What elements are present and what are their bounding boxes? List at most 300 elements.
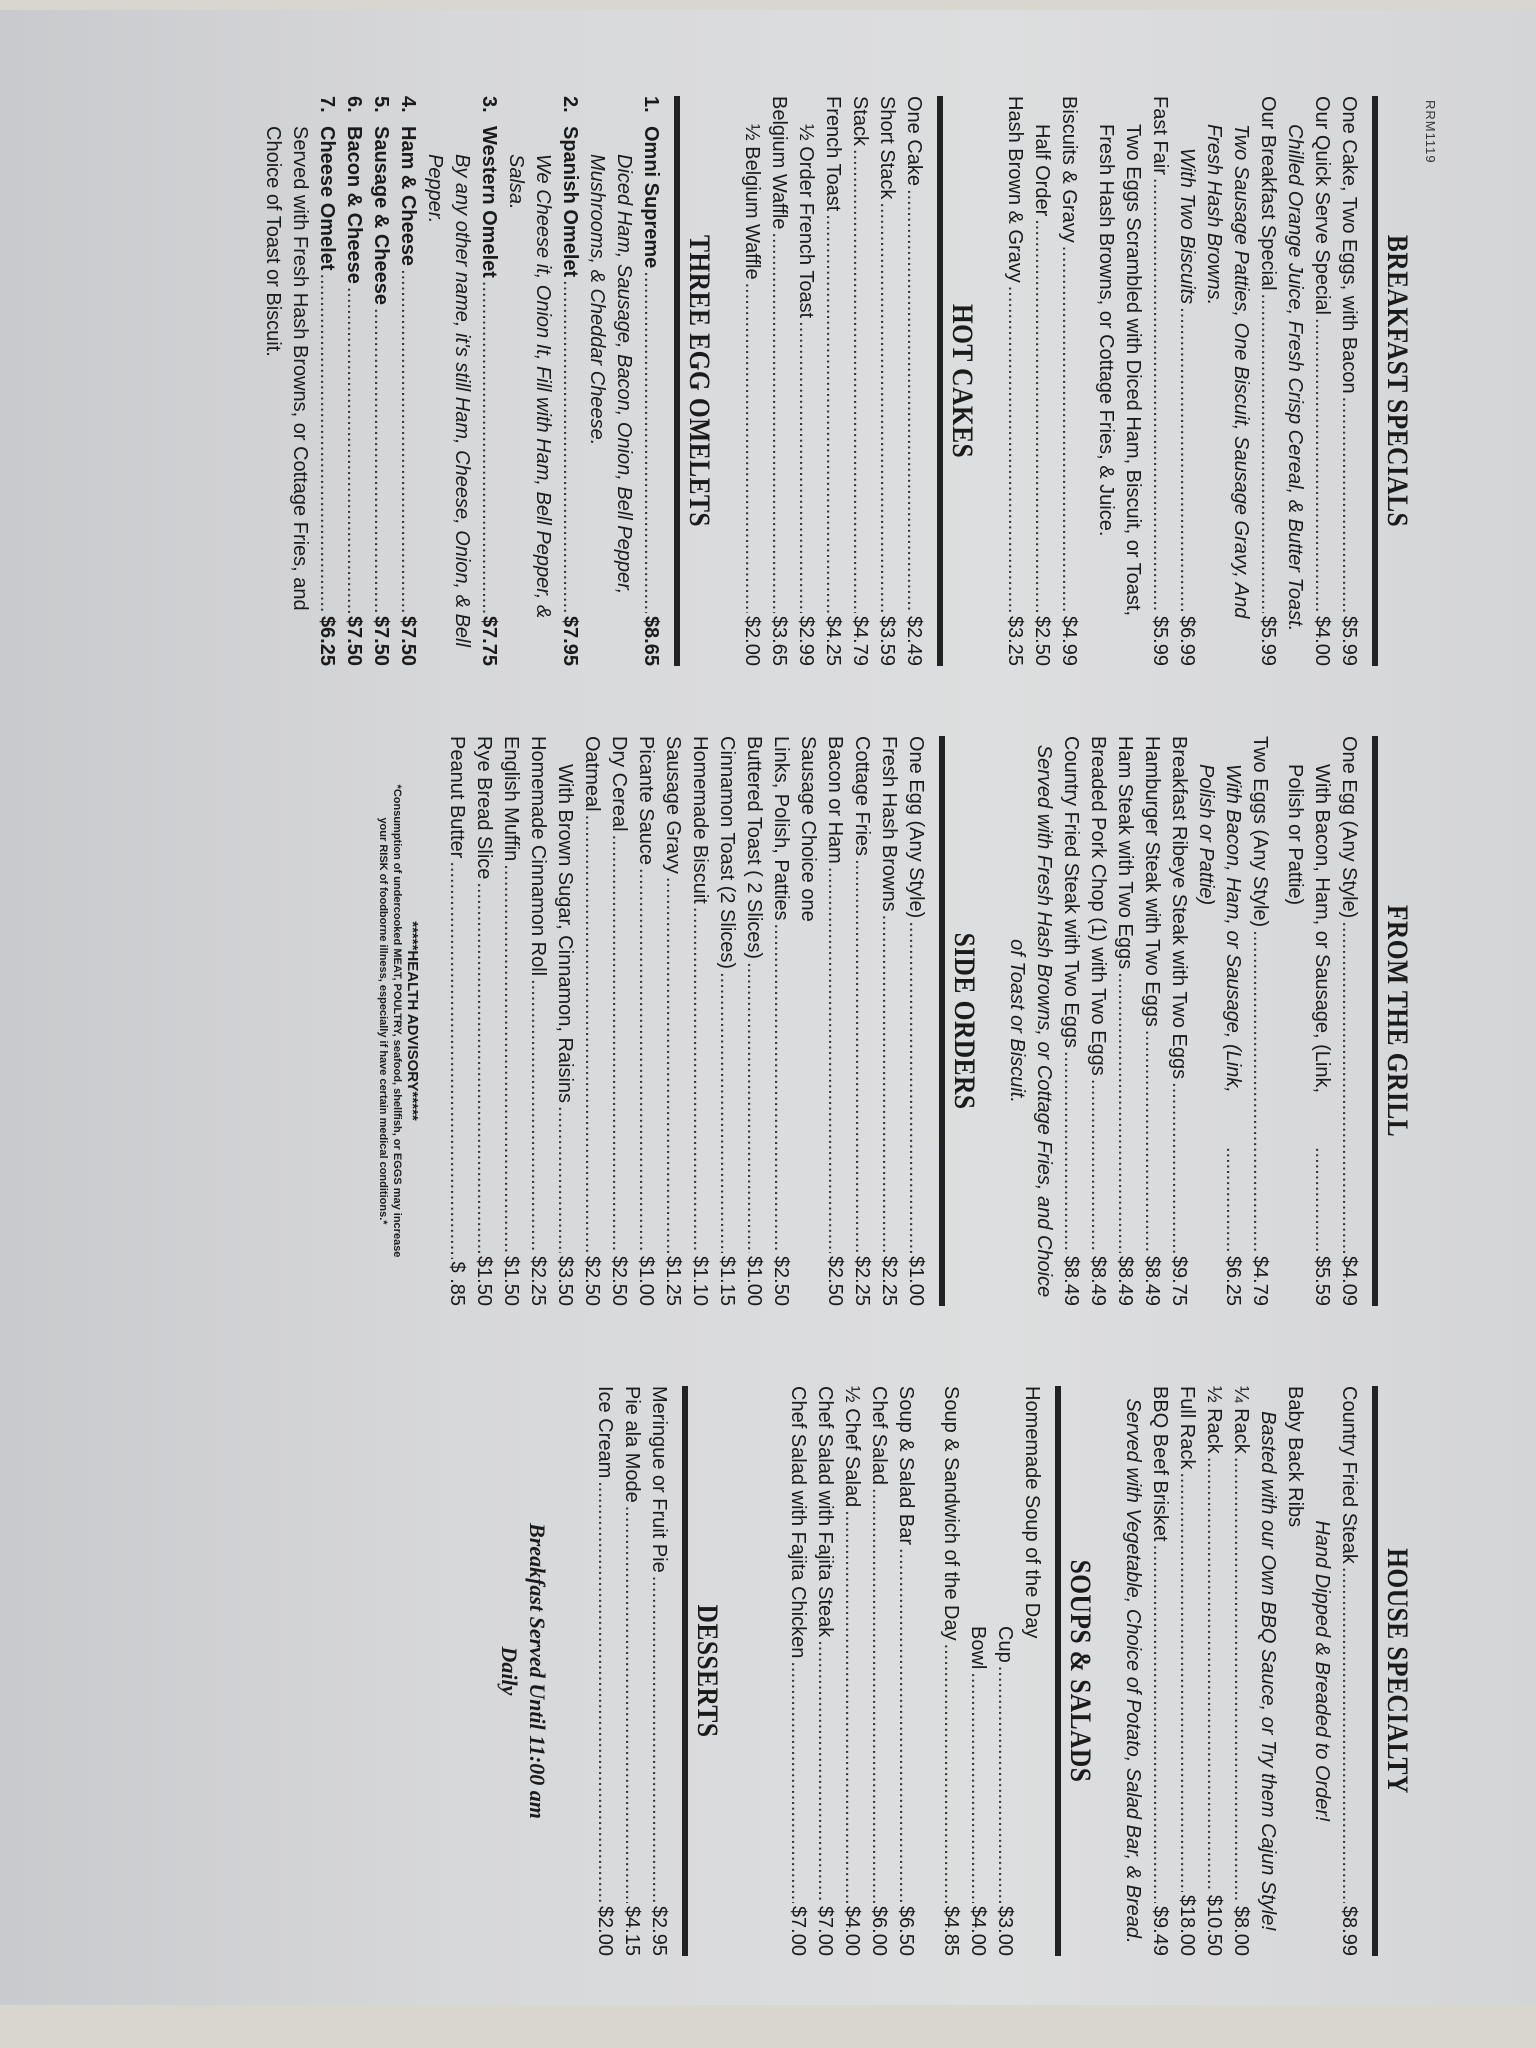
section-title: FROM THE GRILL (1381, 904, 1414, 1138)
item-number: 5. (370, 96, 392, 113)
menu-item (659, 736, 686, 1306)
item-price: $7.00 (814, 1905, 836, 1956)
leader-dots (1005, 286, 1028, 613)
menu-item (892, 1386, 919, 1956)
item-name: Cottage Fries (851, 736, 873, 857)
desserts-section (591, 1386, 724, 1956)
section-title: BREAKFAST SPECIALS (1381, 234, 1414, 528)
item-name: Our Quick Serve Special (1311, 96, 1333, 315)
item-price: $1.00 (743, 1255, 765, 1306)
menu-item (1246, 736, 1273, 1306)
item-price: $1.15 (716, 1255, 738, 1306)
item-name: With Two Biscuits (1176, 148, 1198, 305)
item-price: $7.00 (787, 1905, 809, 1956)
item-name: Homemade Cinnamon Roll (527, 736, 549, 977)
item-price: $9.49 (1149, 1905, 1171, 1956)
item-name: Baby Back Ribs (1284, 1386, 1306, 1528)
item-price: $1.25 (662, 1255, 684, 1306)
leader-dots (796, 321, 819, 613)
menu-item (713, 736, 740, 1306)
breakfast-hours-notice (495, 1386, 551, 1956)
menu-item (583, 96, 664, 666)
item-name: Bacon & Cheese (343, 126, 365, 284)
leader-dots (317, 274, 340, 613)
item-name: Pie ala Mode (621, 1386, 643, 1503)
menu-item (1173, 96, 1200, 666)
item-price: $5.99 (1149, 615, 1171, 666)
leader-dots (815, 1640, 838, 1903)
section-rule (682, 1386, 688, 1956)
item-number: 3. (478, 96, 500, 113)
item-price: $2.50 (581, 1255, 603, 1306)
menu-item (846, 96, 873, 666)
house-specialty-section (1119, 1386, 1414, 1956)
leader-dots (609, 835, 632, 1253)
leader-dots (825, 867, 848, 1253)
leader-dots (842, 1510, 865, 1903)
menu-item (964, 1386, 991, 1956)
menu-item (1281, 736, 1335, 1306)
three-egg-omelets-section (259, 96, 716, 666)
menu-item (1200, 96, 1281, 666)
leader-dots (1088, 1079, 1111, 1253)
item-price: $9.75 (1168, 1255, 1190, 1306)
menu-item (578, 736, 605, 1306)
leader-dots (995, 1666, 1018, 1903)
leader-dots (636, 868, 659, 1253)
leader-dots (1204, 1457, 1227, 1892)
item-name: Breakfast Ribeye Steak with Two Eggs (1168, 736, 1190, 1080)
item-name: Country Fried Steak (1338, 1386, 1360, 1564)
item-price: $1.50 (473, 1255, 495, 1306)
health-advisory (376, 736, 421, 1306)
section-title: SIDE ORDERS (948, 932, 981, 1110)
item-name: Oatmeal (581, 736, 603, 812)
item-name: Full Rack (1176, 1386, 1198, 1470)
item-name: Buttered Toast ( 2 Slices) (743, 736, 765, 960)
item-name: Country Fried Steak with Two Eggs (1060, 736, 1082, 1048)
menu-item (1057, 736, 1084, 1306)
menu-item (367, 96, 394, 666)
item-price: $4.79 (849, 615, 871, 666)
item-number: 6. (343, 96, 365, 113)
leader-dots (501, 864, 524, 1253)
leader-dots (1142, 1030, 1165, 1253)
item-price: $6.25 (316, 615, 338, 666)
item-description: By any other name, it's still Ham, Cheese, Onion, & Bell Pepper. (424, 154, 473, 647)
item-price: $4.00 (967, 1905, 989, 1956)
menu-item (1335, 96, 1362, 666)
leader-dots (528, 979, 551, 1253)
menu-item (394, 96, 421, 666)
menu-item (1138, 736, 1165, 1306)
item-name: Rye Bread Slice (473, 736, 495, 880)
menu-item (902, 736, 929, 1306)
menu-item (524, 736, 551, 1306)
item-price: $3.25 (1004, 615, 1026, 666)
item-name: English Muffin (500, 736, 522, 862)
menu-item (1200, 1386, 1227, 1956)
leader-dots (1150, 178, 1173, 613)
item-price: $8.49 (1060, 1255, 1082, 1306)
item-name: Short Stack (876, 96, 898, 200)
item-price: $2.50 (770, 1255, 792, 1306)
menu-item (1146, 1386, 1173, 1956)
section-footnote: Served with Fresh Hash Browns, or Cottage Fries, and Choice of Toast or Biscuit. (1006, 744, 1055, 1298)
section-rule (674, 96, 680, 666)
leader-dots (1339, 1567, 1362, 1903)
item-name: Stack (849, 96, 871, 147)
item-price: $4.00 (1311, 615, 1333, 666)
menu-item (618, 1386, 645, 1956)
item-price: $2.25 (527, 1255, 549, 1306)
leader-dots (447, 861, 470, 1258)
menu-item (838, 1386, 865, 1956)
item-price: $8.49 (1114, 1255, 1136, 1306)
menu-item (740, 736, 767, 1306)
item-description: Hand Dipped & Breaded to Order! (1311, 1520, 1333, 1822)
leader-dots (1061, 1051, 1084, 1253)
item-name: Dry Cereal (608, 736, 630, 832)
item-price: $7.95 (559, 615, 581, 666)
menu-item (765, 96, 792, 666)
item-name: Homemade Soup of the Day (1021, 1386, 1043, 1639)
leader-dots (896, 1548, 919, 1903)
item-price: $2.49 (903, 615, 925, 666)
item-description: Chilled Orange Juice, Fresh Crisp Cereal, & Butter Toast. (1284, 124, 1306, 632)
section-footnote: Served with Fresh Hash Browns, or Cottage Fries, and Choice of Toast or Biscuit. (262, 126, 311, 611)
item-name: ¼ Rack (1230, 1386, 1252, 1454)
leader-dots (742, 283, 765, 613)
item-price: $8.49 (1141, 1255, 1163, 1306)
section-rule (1372, 1386, 1378, 1956)
item-number: 4. (397, 96, 419, 113)
menu-item (784, 1386, 811, 1956)
item-name: Two Eggs (Any Style) (1249, 736, 1271, 928)
item-price: $6.25 (1222, 1255, 1244, 1306)
leader-dots (1339, 921, 1362, 1253)
item-number: 7. (316, 96, 338, 113)
item-description: Diced Ham, Sausage, Bacon, Onion, Bell Pepper, Mushrooms, & Cheddar Cheese. (586, 154, 635, 595)
menu-item (551, 736, 578, 1306)
item-number: 2. (559, 96, 581, 113)
item-price: $2.00 (741, 615, 763, 666)
leader-dots (474, 882, 497, 1253)
item-name: Cinnamon Toast (2 Slices) (716, 736, 738, 970)
item-name: With Brown Sugar, Cinnamon, Raisins (554, 764, 576, 1104)
leader-dots (906, 921, 929, 1253)
item-price: $8.99 (1338, 1905, 1360, 1956)
leader-dots (595, 1481, 618, 1903)
item-number: 1. (640, 96, 662, 113)
item-name: Omni Supreme (640, 126, 662, 269)
item-price: $4.25 (822, 615, 844, 666)
item-name: BBQ Beef Brisket (1149, 1386, 1171, 1542)
section-title: SOUPS & SALADS (1064, 1559, 1097, 1783)
item-name: Peanut Butter (446, 736, 468, 859)
menu-item (313, 96, 340, 666)
menu-item (645, 1386, 672, 1956)
menu-item (1018, 1386, 1045, 1956)
menu-item (875, 736, 902, 1306)
menu-item (632, 736, 659, 1306)
leader-dots (479, 281, 502, 613)
item-price: $4.09 (1338, 1255, 1360, 1306)
item-price: $7.50 (343, 615, 365, 666)
menu-item (340, 96, 367, 666)
menu-item (1084, 736, 1111, 1306)
item-price: $3.00 (994, 1905, 1016, 1956)
menu-item (900, 96, 927, 666)
item-name: Soup & Sandwich of the Day (940, 1386, 962, 1641)
leader-dots (398, 269, 421, 613)
leader-dots (371, 308, 394, 613)
menu-item (1335, 736, 1362, 1306)
item-name: One Egg (Any Style) (905, 736, 927, 919)
item-price: $5.99 (1257, 615, 1279, 666)
item-name: Chef Salad with Fajita Chicken (787, 1386, 809, 1659)
item-price: $7.50 (397, 615, 419, 666)
item-price: $3.50 (554, 1255, 576, 1306)
leader-dots (1177, 1472, 1200, 1891)
leader-dots (649, 1576, 672, 1903)
leader-dots (1339, 397, 1362, 613)
leader-dots (877, 202, 900, 613)
leader-dots (344, 287, 367, 613)
menu-item (991, 1386, 1018, 1956)
item-price: $6.00 (868, 1905, 890, 1956)
soups-salads-section (784, 1386, 1097, 1956)
item-name: ½ Belgium Waffle (741, 124, 763, 280)
item-name: Sausage Gravy (662, 736, 684, 874)
leader-dots (788, 1661, 811, 1903)
item-name: Cup (994, 1626, 1016, 1663)
menu-item (865, 1386, 892, 1956)
menu-item (605, 736, 632, 1306)
menu-item (937, 1386, 964, 1956)
hot-cakes-section (738, 96, 979, 666)
item-price: $8.00 (1230, 1905, 1252, 1956)
breakfast-hours-line: Breakfast Served Until 11:00 am (525, 1523, 550, 1819)
menu-item (686, 736, 713, 1306)
item-name: Soup & Salad Bar (895, 1386, 917, 1545)
leader-dots (1312, 318, 1335, 613)
item-price: $3.59 (876, 615, 898, 666)
menu-item (811, 1386, 838, 1956)
leader-dots (1169, 1082, 1192, 1253)
menu-item (1281, 96, 1335, 666)
item-name: Ham Steak with Two Eggs (1114, 736, 1136, 970)
item-name: Ice Cream (594, 1386, 616, 1479)
item-name: Western Omelet (478, 126, 500, 278)
leader-dots (771, 924, 794, 1253)
leader-dots (1059, 246, 1082, 613)
section-rule (937, 96, 943, 666)
item-description: We Cheese it, Onion It, Fill with Ham, Bell Pepper, & Salsa. (505, 154, 554, 619)
item-price: $2.99 (795, 615, 817, 666)
menu-item (591, 1386, 618, 1956)
leader-dots (1312, 1147, 1335, 1253)
menu-item (1227, 1386, 1254, 1956)
leader-dots (1250, 930, 1273, 1253)
leader-dots (941, 1644, 964, 1903)
item-name: Fast Fair (1149, 96, 1171, 175)
item-price: $7.75 (478, 615, 500, 666)
item-price: $2.50 (824, 1255, 846, 1306)
menu-item (1173, 1386, 1200, 1956)
left-column (237, 96, 1418, 666)
item-name: Hash Brown & Gravy (1004, 96, 1026, 283)
middle-column (376, 736, 1418, 1306)
leader-dots (869, 1488, 892, 1903)
leader-dots (1032, 219, 1055, 613)
leader-dots (744, 962, 767, 1253)
menu-item (1001, 96, 1028, 666)
item-price: $8.49 (1087, 1255, 1109, 1306)
item-price: $2.50 (608, 1255, 630, 1306)
item-name: One Egg (Any Style) (1338, 736, 1360, 919)
side-orders-section (443, 736, 981, 1306)
leader-dots (850, 149, 873, 613)
menu-item (1254, 1386, 1308, 1956)
item-name: Chef Salad (868, 1386, 890, 1485)
menu-item (443, 736, 470, 1306)
item-price: $3.65 (768, 615, 790, 666)
menu-item (794, 736, 821, 1306)
leader-dots (690, 907, 713, 1253)
leader-dots (560, 280, 583, 613)
item-name: Bowl (967, 1626, 989, 1670)
leader-dots (555, 1106, 578, 1253)
item-name: One Cake (903, 96, 925, 187)
item-price: $4.99 (1058, 615, 1080, 666)
item-name: Half Order (1031, 124, 1053, 217)
item-name: Meringue or Fruit Pie (648, 1386, 670, 1573)
item-price: $2.00 (594, 1905, 616, 1956)
item-price: $4.85 (940, 1905, 962, 1956)
item-price: $1.50 (500, 1255, 522, 1306)
advisory-body: *Consumption of undercooked MEAT, POULTRY, seafood, shellfish, or EGGS may increase your RISK of foodborne illness, especially if have certain medical conditions.* (377, 784, 403, 1258)
item-name: Biscuits & Gravy (1058, 96, 1080, 243)
leader-dots (1231, 1457, 1254, 1903)
item-name: Picante Sauce (635, 736, 657, 865)
menu-item (497, 736, 524, 1306)
item-price: $1.00 (635, 1255, 657, 1306)
item-name: Bacon or Ham (824, 736, 846, 864)
item-price: $4.15 (621, 1905, 643, 1956)
menu-item (821, 736, 848, 1306)
leader-dots (717, 972, 740, 1253)
item-price: $2.50 (1031, 615, 1053, 666)
menu-item (767, 736, 794, 1306)
section-rule (1372, 96, 1378, 666)
menu-item (470, 736, 497, 1306)
item-price: $2.95 (648, 1905, 670, 1956)
item-price: $1.00 (905, 1255, 927, 1306)
section-title: HOT CAKES (946, 303, 979, 459)
item-price: $4.00 (841, 1905, 863, 1956)
item-name: French Toast (822, 96, 844, 212)
item-description: Two Eggs Scrambled with Diced Ham, Biscuit, or Toast, Fresh Hash Browns, or Cottage Fries, & Juice. (1095, 124, 1144, 617)
menu-item (873, 96, 900, 666)
item-name: With Bacon, Ham, or Sausage, (Link, Polish or Pattie) (1195, 764, 1244, 1093)
menu-sheet (78, 76, 1458, 1956)
item-name: Sausage Choice one (797, 736, 819, 922)
menu-item (819, 96, 846, 666)
item-name: Our Breakfast Special (1257, 96, 1279, 291)
leader-dots (641, 271, 664, 613)
item-name: Homemade Biscuit (689, 736, 711, 904)
menu-item (1028, 96, 1055, 666)
leader-dots (1177, 307, 1200, 613)
advisory-title: *****HEALTH ADVISORY***** (404, 921, 421, 1121)
item-name: Cheese Omelet (316, 126, 338, 271)
item-price: $6.50 (895, 1905, 917, 1956)
section-rule (939, 736, 945, 1306)
menu-item (848, 736, 875, 1306)
item-price: $10.50 (1203, 1894, 1225, 1956)
leader-dots (968, 1672, 991, 1903)
item-name: Links, Polish, Patties (770, 736, 792, 921)
leader-dots (769, 232, 792, 613)
menu-item (1111, 736, 1138, 1306)
item-price: $18.00 (1176, 1894, 1198, 1956)
menu-item (792, 96, 819, 666)
item-name: Belgium Waffle (768, 96, 790, 230)
leader-dots (582, 815, 605, 1253)
item-price: $8.65 (640, 615, 662, 666)
item-price: $1.10 (689, 1255, 711, 1306)
item-name: One Cake, Two Eggs, with Bacon (1338, 96, 1360, 394)
item-name: Spanish Omelet (559, 126, 581, 278)
item-name: Hamburger Steak with Two Eggs (1141, 736, 1163, 1027)
item-name: ½ Chef Salad (841, 1386, 863, 1508)
item-name: ½ Rack (1203, 1386, 1225, 1454)
leader-dots (1150, 1545, 1173, 1903)
section-title: HOUSE SPECIALTY (1381, 1548, 1414, 1794)
menu-item (1308, 1386, 1362, 1956)
menu-item (421, 96, 502, 666)
item-price: $ .85 (446, 1261, 468, 1306)
item-name: Sausage & Cheese (370, 126, 392, 305)
leader-dots (1258, 294, 1281, 613)
breakfast-specials-section (1001, 96, 1414, 666)
menu-code: RRM1119 (1423, 100, 1438, 164)
item-price: $2.25 (878, 1255, 900, 1306)
item-description: Basted with our Own BBQ Sauce, or Try them Cajun Style! (1257, 1411, 1279, 1931)
item-name: Ham & Cheese (397, 126, 419, 267)
from-the-grill-section (1003, 736, 1414, 1306)
item-name: ½ Order French Toast (795, 124, 817, 319)
item-name: Chef Salad with Fajita Steak (814, 1386, 836, 1638)
leader-dots (1223, 1147, 1246, 1253)
item-price: $5.59 (1311, 1255, 1333, 1306)
section-footnote: Served with Vegetable, Choice of Potato, Salad Bar, & Bread. (1122, 1398, 1144, 1944)
section-title: THREE EGG OMELETS (683, 234, 716, 528)
leader-dots (1115, 972, 1138, 1253)
menu-item (738, 96, 765, 666)
item-description: Two Sausage Patties, One Biscuit, Sausage Gravy, And Fresh Hash Browns. (1203, 124, 1252, 619)
leader-dots (823, 214, 846, 613)
menu-item (1092, 96, 1173, 666)
item-price: $6.99 (1176, 615, 1198, 666)
item-name: With Bacon, Ham, or Sausage, (Link, Polish or Pattie) (1284, 764, 1333, 1094)
item-name: Fresh Hash Browns (878, 736, 900, 912)
leader-dots (622, 1506, 645, 1903)
section-rule (1372, 736, 1378, 1306)
item-name: Breaded Pork Chop (1) with Two Eggs (1087, 736, 1109, 1076)
menu-item (1165, 736, 1192, 1306)
